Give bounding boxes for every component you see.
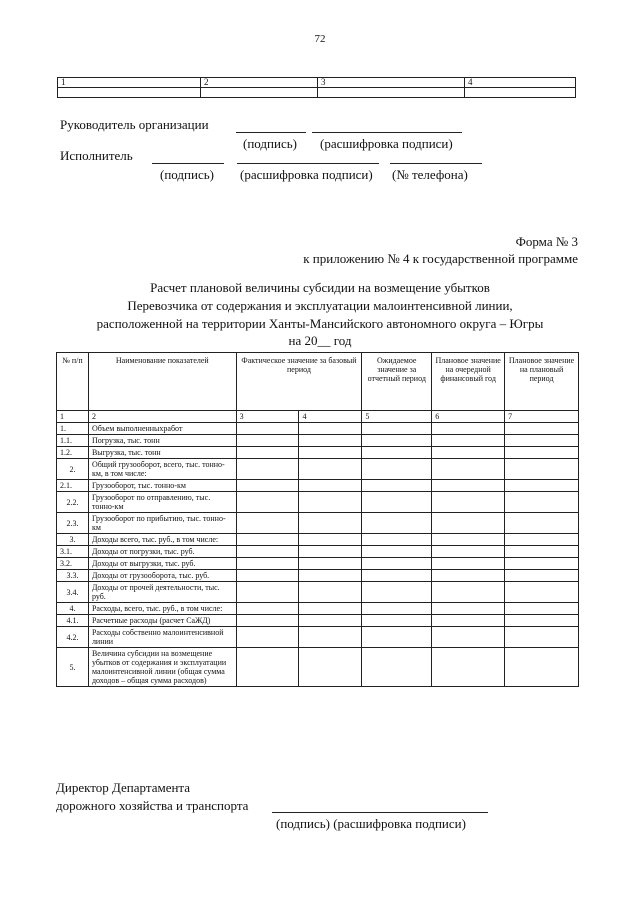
header-planned-period: Плановое значение на плановый период [505, 353, 579, 411]
header-actual: Фактическое значение за базовый период [236, 353, 362, 411]
row-number: 2. [57, 459, 89, 480]
row-name: Доходы от выгрузки, тыс. руб. [88, 558, 236, 570]
table-row [57, 492, 579, 513]
footer-line1: Директор Департамента [56, 780, 191, 795]
table-row [57, 558, 579, 570]
signature-line [236, 132, 306, 133]
row-name: Общий грузооборот, всего, тыс. тонно-км, в том числе: [88, 459, 236, 480]
row-name: Грузооборот по отправлению, тыс. тонно-км [88, 492, 236, 513]
row-number: 4.2. [57, 627, 89, 648]
row-name: Доходы от погрузки, тыс. руб. [88, 546, 236, 558]
table-row [57, 603, 579, 615]
column-number: 4 [299, 411, 362, 423]
executor-label: Исполнитель [60, 148, 133, 163]
row-number: 1. [57, 423, 89, 435]
table-row [57, 513, 579, 534]
form-appendix: к приложению № 4 к государственной программе [303, 251, 578, 266]
header-expected: Ожидаемое значение за отчетный период [362, 353, 432, 411]
signature-line [272, 812, 488, 813]
row-name: Доходы от грузооборота, тыс. руб. [88, 570, 236, 582]
row-number: 3.3. [57, 570, 89, 582]
column-number: 2 [88, 411, 236, 423]
header-num: № п/п [57, 353, 89, 411]
table-row [57, 534, 579, 546]
top-table-cell: 4 [465, 78, 576, 88]
row-number: 2.2. [57, 492, 89, 513]
title-line: Расчет плановой величины субсидии на возмещение убытков [150, 280, 490, 295]
row-name: Доходы от прочей деятельности, тыс. руб. [88, 582, 236, 603]
row-number: 2.3. [57, 513, 89, 534]
top-table [57, 77, 576, 98]
executor-caption-phone: (№ телефона) [392, 167, 468, 182]
row-number: 4. [57, 603, 89, 615]
title-line: расположенной на территории Ханты-Мансийского автономного округа – Югры [96, 316, 544, 331]
form-number: Форма № 3 [515, 234, 578, 249]
table-row [57, 582, 579, 603]
column-number: 1 [57, 411, 89, 423]
top-table-cell: 1 [58, 78, 201, 88]
calculation-table [56, 352, 579, 687]
row-name: Грузооборот по прибытию, тыс. тонно-км [88, 513, 236, 534]
executor-caption-sign: (подпись) [160, 167, 214, 182]
table-row [57, 648, 579, 687]
table-row [57, 459, 579, 480]
table-row [57, 447, 579, 459]
page-number: 72 [314, 33, 326, 45]
row-name: Расходы, всего, тыс. руб., в том числе: [88, 603, 236, 615]
head-caption-sign: (подпись) [243, 136, 297, 151]
row-name: Выгрузка, тыс. тонн [88, 447, 236, 459]
title-line: на 20__ год [288, 333, 352, 348]
row-name: Расчетные расходы (расчет СаЖД) [88, 615, 236, 627]
row-name: Объем выполненныхработ [88, 423, 236, 435]
row-number: 1.1. [57, 435, 89, 447]
head-label: Руководитель организации [60, 117, 209, 132]
column-number: 5 [362, 411, 432, 423]
top-table-cell: 3 [318, 78, 465, 88]
title-line: Перевозчика от содержания и эксплуатации малоинтенсивной линии, [127, 298, 513, 313]
column-number: 7 [505, 411, 579, 423]
signature-line [152, 163, 224, 164]
table-row [57, 546, 579, 558]
table-row [57, 627, 579, 648]
column-number-row [57, 411, 579, 423]
row-number: 5. [57, 648, 89, 687]
column-number: 3 [236, 411, 299, 423]
table-row [57, 423, 579, 435]
header-planned-next: Плановое значение на очередной финансовый год [432, 353, 505, 411]
row-name: Расходы собственно малоинтенсивной линии [88, 627, 236, 648]
row-name: Величина субсидии на возмещение убытков от содержания и эксплуатации малоинтенсивной линии (общая сумма доходов – общая сумма расходов) [88, 648, 236, 687]
executor-caption-decode: (расшифровка подписи) [240, 167, 373, 182]
row-number: 2.1. [57, 480, 89, 492]
row-number: 3. [57, 534, 89, 546]
footer-caption: (подпись) (расшифровка подписи) [276, 816, 466, 831]
signature-line [237, 163, 379, 164]
signature-line [312, 132, 462, 133]
top-table-cell: 2 [201, 78, 318, 88]
table-row [57, 615, 579, 627]
head-caption-decode: (расшифровка подписи) [320, 136, 453, 151]
signature-line [390, 163, 482, 164]
row-number: 3.1. [57, 546, 89, 558]
row-name: Погрузка, тыс. тонн [88, 435, 236, 447]
footer-line2: дорожного хозяйства и транспорта [56, 798, 249, 813]
row-number: 1.2. [57, 447, 89, 459]
row-number: 4.1. [57, 615, 89, 627]
table-row [57, 435, 579, 447]
column-number: 6 [432, 411, 505, 423]
header-name: Наименование показателей [88, 353, 236, 411]
row-number: 3.4. [57, 582, 89, 603]
table-row [57, 570, 579, 582]
row-number: 3.2. [57, 558, 89, 570]
row-name: Грузооборот, тыс. тонно-км [88, 480, 236, 492]
row-name: Доходы всего, тыс. руб., в том числе: [88, 534, 236, 546]
table-row [57, 480, 579, 492]
